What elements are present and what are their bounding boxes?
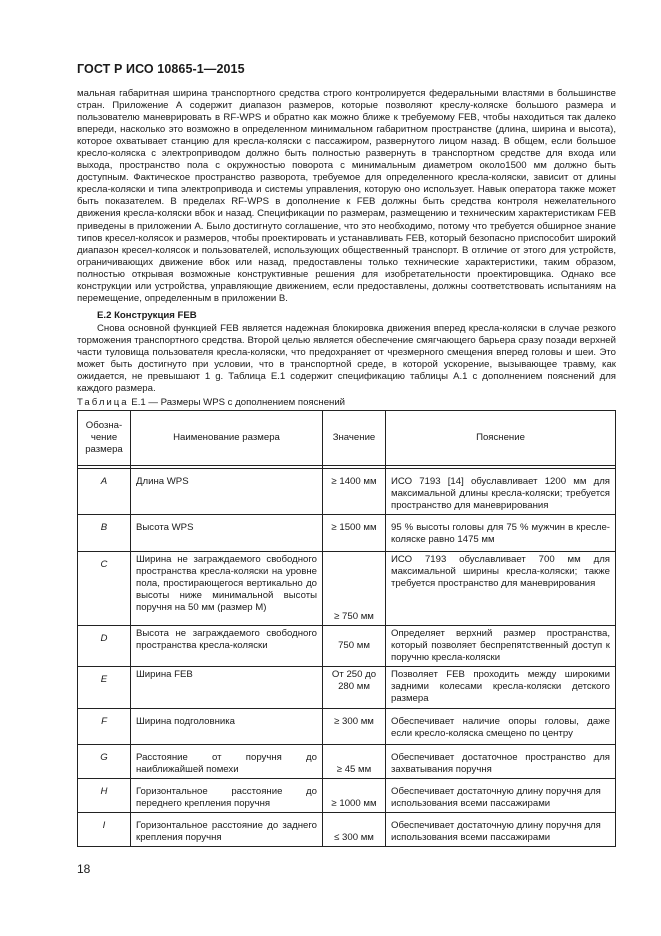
row-code: C bbox=[78, 552, 131, 626]
row-name: Ширина не заграждаемого свободного пространства кресла-коляски на уровне пола, простирающегося вертикально до высоты ниже минимальной высоты поручня на 50 мм (размер M) bbox=[131, 552, 323, 626]
row-value: ≥ 45 мм bbox=[323, 745, 386, 779]
dimensions-table bbox=[77, 410, 616, 847]
table-row bbox=[78, 745, 616, 779]
header-note: Пояснение bbox=[386, 411, 616, 466]
row-name: Длина WPS bbox=[131, 469, 323, 515]
row-value: ≥ 1000 мм bbox=[323, 779, 386, 813]
table-row bbox=[78, 813, 616, 847]
section-title: Е.2 Конструкция FEB bbox=[97, 310, 197, 321]
header-name: Наименование размера bbox=[131, 411, 323, 466]
row-note: 95 % высоты головы для 75 % мужчин в кресле-коляске равно 1475 мм bbox=[386, 515, 616, 552]
paragraph-continuation: мальная габаритная ширина транспортного средства строго контролируется федеральными властями в большинстве стран. Приложение А содержит диапазон размеров, которые позволяют креслу-коляске большого размера и пользователю маневрировать в RF-WPS и обратно как можно ближе к требуемому FEB, чтобы находиться так далеко впереди, насколько это возможно в определенном минимальном габаритном пространстве (длина, ширина и высота), которое охватывает станцию для кресла-коляски с пассажиром, развернутого лицом назад. В общем, если большое кресло-коляска с электроприводом должно быть полностью развернуть в транспортном средстве для входа или выхода, пространство пола с окружностью поворота с минимальным диаметром около1500 мм должно быть доступным. Фактическое пространство разворота, требуемое для определенного кресла-коляски, зависит от длины кресла-коляски и типа электропривода и системы управления, которую оно использует. Навык оператора также может быть показателем. В пределах RF-WPS в дополнение к FEB должны быть средства контроля нежелательного движения кресла-коляски вбок и назад. Спецификации по размерам, размещению и техническим характеристикам FEB приведены в приложении А. Было достигнуто соглашение, что это необходимо, потому что требуется обширное знание типов кресел-колясок и размеров, чтобы проектировать и устанавливать FEB, который безопасно приспособит широкий диапазон кресел-колясок и пользователей, использующих общественный транспорт. В отличие от этого для устройств, ограничивающих движение вбок или назад, предоставлены только технические характеристики, таким образом, полностью открывая возможные конструктивные решения для изобретательности проектировщика. Однако все конструкции или устройства, управляющие движением, если предоставлены, должны соответствовать испытаниям на перемещение, определенным в приложении В. bbox=[77, 88, 616, 304]
table-row bbox=[78, 667, 616, 709]
row-name: Ширина подголовника bbox=[131, 709, 323, 745]
table-header-row bbox=[78, 411, 616, 466]
header-code: Обозна-чение размера bbox=[78, 411, 131, 466]
table-caption-text: Е.1 — Размеры WPS с дополнением пояснений bbox=[128, 397, 346, 408]
row-code: F bbox=[78, 709, 131, 745]
header-value: Значение bbox=[323, 411, 386, 466]
row-code: H bbox=[78, 779, 131, 813]
row-value: 750 мм bbox=[323, 626, 386, 667]
row-code: B bbox=[78, 515, 131, 552]
row-code: A bbox=[78, 469, 131, 515]
document-header: ГОСТ Р ИСО 10865-1—2015 bbox=[77, 62, 245, 76]
row-value: ≥ 1500 мм bbox=[323, 515, 386, 552]
row-note: ИСО 7193 [14] обуславливает 1200 мм для максимальной длины кресла-коляски; требуется пространство для маневрирования bbox=[386, 469, 616, 515]
row-value: ≥ 300 мм bbox=[323, 709, 386, 745]
row-value: ≤ 300 мм bbox=[323, 813, 386, 847]
row-name: Горизонтальное расстояние до переднего крепления поручня bbox=[131, 779, 323, 813]
table-caption bbox=[77, 397, 345, 408]
row-name: Горизонтальное расстояние до заднего крепления поручня bbox=[131, 813, 323, 847]
table-row bbox=[78, 626, 616, 667]
row-name: Ширина FEB bbox=[131, 667, 323, 709]
row-note: Обеспечивает достаточную длину поручня для использования всеми пассажирами bbox=[386, 813, 616, 847]
row-note: Обеспечивает достаточную длину поручня для использования всеми пассажирами bbox=[386, 779, 616, 813]
paragraph-feb-design: Снова основной функцией FEB является надежная блокировка движения вперед кресла-коляски в случае резкого торможения транспортного средства. Второй целью является обеспечение смягчающего барьера сразу позади верхней части туловища пользователя кресла-коляски, что предохраняет от чрезмерного смещения вперед головы и шеи. Это может быть достигнуто при условии, что в транспортной среде, в которой ускорение, вызывающее травму, как ожидается, не превышают 1 g. Таблица Е.1 содержит спецификацию таблицы А.1 с дополнением пояснений для каждого размера. bbox=[77, 323, 616, 395]
table-row bbox=[78, 779, 616, 813]
row-note: Позволяет FEB проходить между широкими задними колесами кресла-коляски детского размера bbox=[386, 667, 616, 709]
row-value: ≥ 750 мм bbox=[323, 552, 386, 626]
row-name: Расстояние от поручня до наиближайшей помехи bbox=[131, 745, 323, 779]
row-name: Высота не заграждаемого свободного пространства кресла-коляски bbox=[131, 626, 323, 667]
table-row bbox=[78, 515, 616, 552]
row-code: I bbox=[78, 813, 131, 847]
row-note: Определяет верхний размер пространства, который позволяет беспрепятственный доступ к поручню кресла-коляски bbox=[386, 626, 616, 667]
page-number: 18 bbox=[77, 862, 91, 876]
table-caption-prefix: Таблица bbox=[77, 397, 129, 408]
table-row bbox=[78, 709, 616, 745]
row-value: От 250 до 280 мм bbox=[323, 667, 386, 709]
row-note: Обеспечивает достаточное пространство для захватывания поручня bbox=[386, 745, 616, 779]
row-value: ≥ 1400 мм bbox=[323, 469, 386, 515]
row-code: D bbox=[78, 626, 131, 667]
row-code: G bbox=[78, 745, 131, 779]
table-row bbox=[78, 469, 616, 515]
row-note: ИСО 7193 обуславливает 700 мм для максимальной ширины кресла-коляски; также требуется пространство для маневрирования bbox=[386, 552, 616, 626]
table-row bbox=[78, 552, 616, 626]
row-code: E bbox=[78, 667, 131, 709]
row-name: Высота WPS bbox=[131, 515, 323, 552]
row-note: Обеспечивает наличие опоры головы, даже если кресло-коляска смещено по центру bbox=[386, 709, 616, 745]
